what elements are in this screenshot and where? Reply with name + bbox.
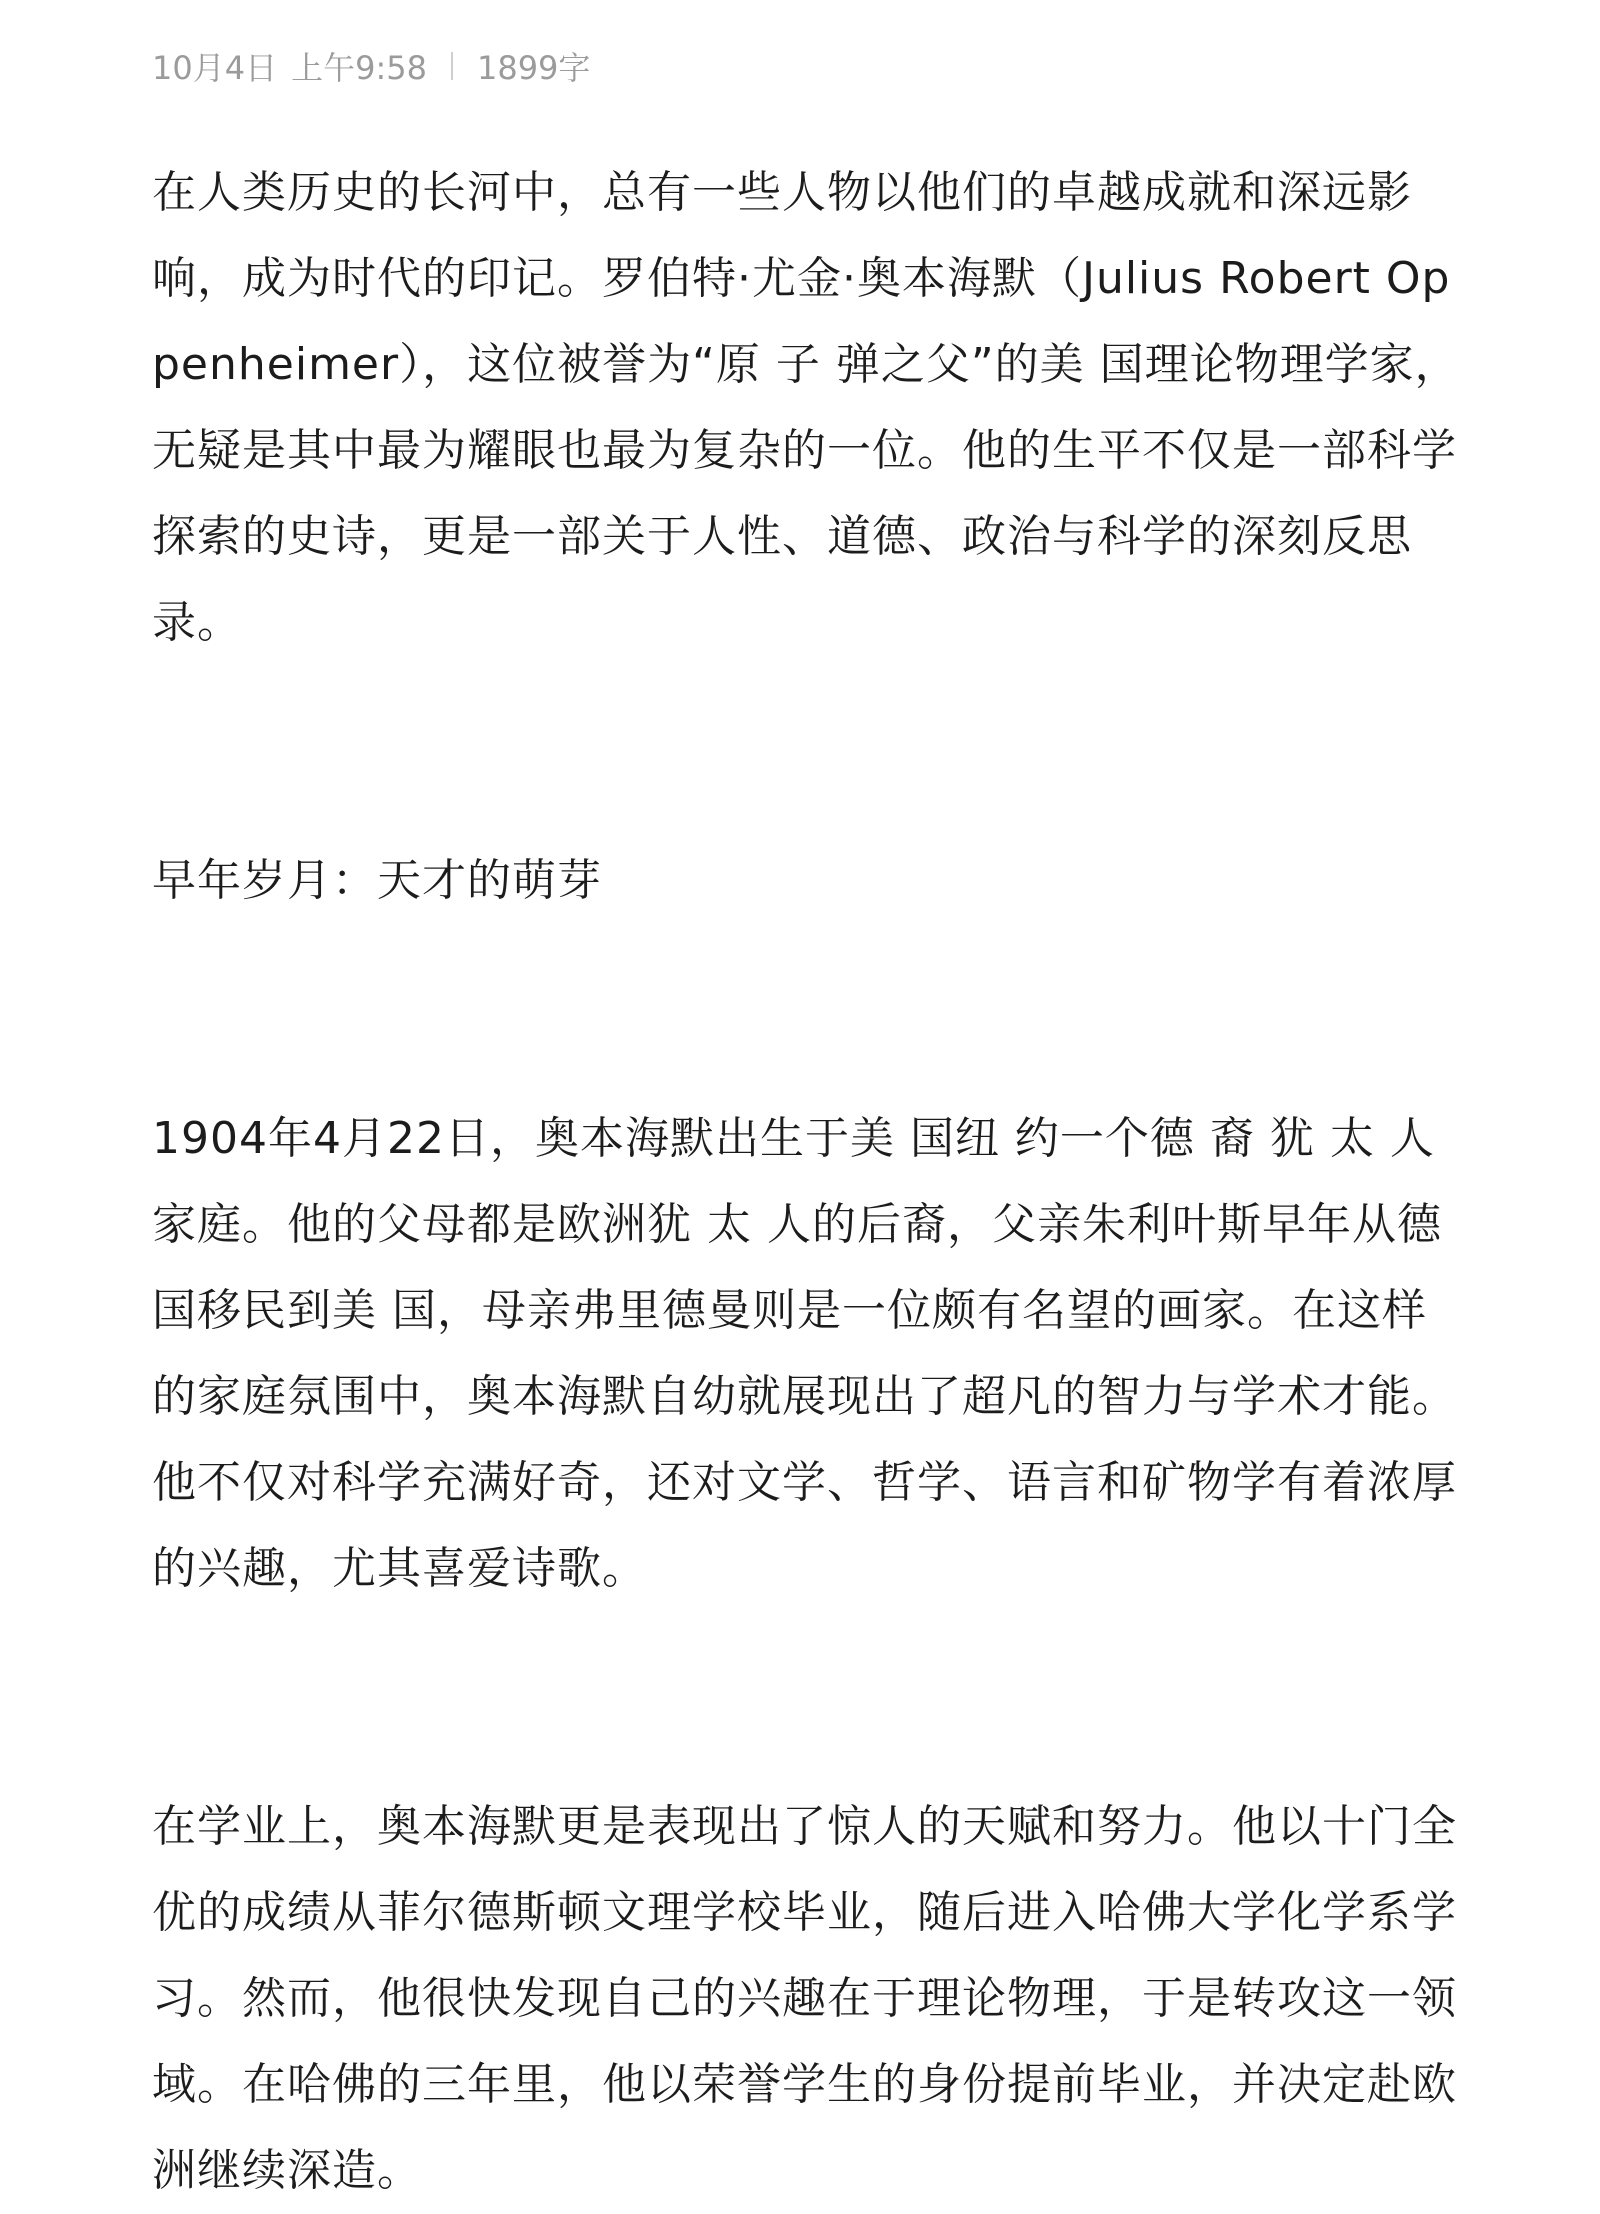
paragraph-intro[interactable]: 在人类历史的长河中，总有一些人物以他们的卓越成就和深远影响，成为时代的印记。罗伯特·尤金·奥本海默（Julius Robert Oppenheimer），这位被誉为“原 子 弹之父”的美 国理论物理学家，无疑是其中最为耀眼也最为复杂的一位。他的生平不仅是一部科学探索的史诗，更是一部关于人性、道德、政治与科学的深刻反思录。 (152, 167, 1460, 648)
note-body[interactable] (152, 150, 1462, 2214)
paragraph-education[interactable]: 在学业上，奥本海默更是表现出了惊人的天赋和努力。他以十门全优的成绩从菲尔德斯顿文理学校毕业，随后进入哈佛大学化学系学习。然而，他很快发现自己的兴趣在于理论物理，于是转攻这一领域。在哈佛的三年里，他以荣誉学生的身份提前毕业，并决定赴欧洲继续深造。 (152, 1801, 1457, 2196)
paragraph-early-life[interactable]: 1904年4月22日，奥本海默出生于美 国纽 约一个德 裔 犹 太 人家庭。他的父母都是欧洲犹 太 人的后裔，父亲朱利叶斯早年从德 国移民到美 国，母亲弗里德曼则是一位颇有名望的画家。在这样的家庭氛围中，奥本海默自幼就展现出了超凡的智力与学术才能。他不仅对科学充满好奇，还对文学、哲学、语言和矿物学有着浓厚的兴趣，尤其喜爱诗歌。 (152, 1113, 1457, 1594)
cropped-title-fragment (150, 0, 490, 4)
note-time: 上午9:58 (291, 49, 427, 87)
meta-divider (451, 52, 453, 80)
note-meta (152, 44, 590, 88)
note-word-count: 1899字 (476, 49, 591, 87)
note-date: 10月4日 (152, 49, 278, 87)
section-heading[interactable]: 早年岁月：天才的萌芽 (152, 855, 602, 906)
